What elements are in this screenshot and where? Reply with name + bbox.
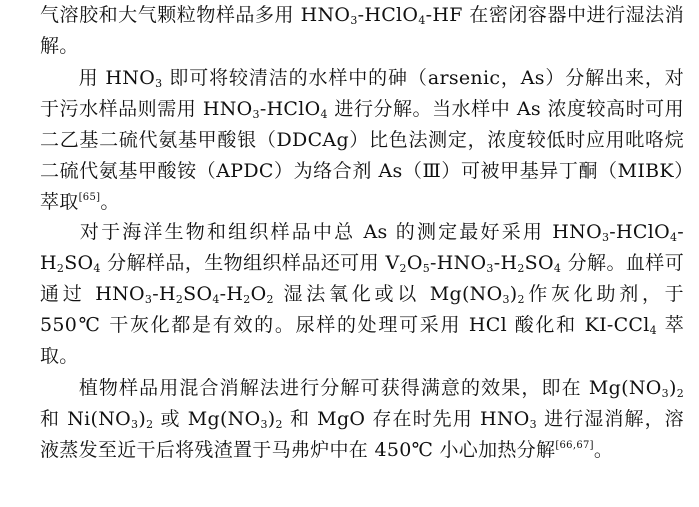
text-run: O xyxy=(406,252,423,274)
subscript: 3 xyxy=(661,387,669,400)
subscript: 4 xyxy=(320,108,328,121)
text-run: SO xyxy=(524,252,554,274)
subscript: 2 xyxy=(243,293,251,306)
text-run: 。 xyxy=(100,191,120,213)
text-run: 进行分解。当水样中 As 浓度较高时可用二乙基二硫代氨基甲酸银（DDCAg）比色法测定，浓度较低时应用吡咯烷二硫代氨基甲酸铵（APDC）为络合剂 As（Ⅲ）可被甲基异丁酮（MIBK）萃取 xyxy=(40,98,684,213)
subscript: 5 xyxy=(422,262,431,275)
text-run: -H xyxy=(152,283,176,305)
text-run: 和 MgO 存在时先用 HNO xyxy=(282,408,530,430)
paragraph-1 xyxy=(40,0,684,62)
text-run: ) xyxy=(668,377,677,399)
subscript: 2 xyxy=(56,262,65,275)
subscript: 3 xyxy=(131,418,139,431)
paragraph-2 xyxy=(40,63,684,218)
citation-superscript: [65] xyxy=(78,192,101,203)
text-run: 进行湿消解，溶液蒸发至近干后将残渣置于马弗炉中在 450℃ 小心加热分解 xyxy=(40,408,684,461)
text-run: O xyxy=(250,283,267,305)
subscript: 2 xyxy=(399,262,407,275)
subscript: 3 xyxy=(155,77,163,90)
text-run: 湿法氧化或以 Mg(NO xyxy=(273,283,503,305)
text-run: ) xyxy=(509,283,518,305)
text-run: ) xyxy=(267,408,276,430)
text-run: 萃取。 xyxy=(40,314,685,367)
subscript: 2 xyxy=(146,418,154,431)
subscript: 2 xyxy=(275,418,283,431)
text-run: SO xyxy=(183,283,213,305)
text-run: 对于海洋生物和组织样品中总 As 的测定最好采用 HNO xyxy=(78,221,602,243)
text-run: 植物样品用混合消解法进行分解可获得满意的效果，即在 Mg(NO xyxy=(78,377,662,399)
subscript: 4 xyxy=(212,293,220,306)
subscript: 3 xyxy=(529,418,537,431)
text-run: -H xyxy=(219,283,244,305)
text-run: 。 xyxy=(593,439,614,461)
text-run: 作灰化助剂，于 550℃ 干灰化都是有效的。尿样的处理可采用 HCl 酸化和 KI-CCl xyxy=(40,283,684,336)
text-run: -HNO xyxy=(430,252,487,274)
text-run: 和 Ni(NO xyxy=(40,408,132,430)
subscript: 2 xyxy=(676,387,684,400)
citation-superscript: [66,67] xyxy=(555,440,594,451)
subscript: 3 xyxy=(144,293,153,306)
text-run: 气溶胶和大气颗粒物样品多用 HNO xyxy=(40,4,351,26)
subscript: 4 xyxy=(93,262,101,275)
text-run: SO xyxy=(64,252,94,274)
text-run: -H xyxy=(493,252,518,274)
subscript: 4 xyxy=(418,14,426,27)
text-run: -HF 在密闭容器中进行湿法消解。 xyxy=(40,4,684,57)
text-run: -HClO xyxy=(609,221,670,243)
subscript: 2 xyxy=(517,293,525,306)
text-run: 即可将较清洁的水样中的砷（arsenic，As）分解出来，对于污水样品则需用 HNO xyxy=(40,67,685,120)
subscript: 3 xyxy=(502,293,510,306)
paragraph-4 xyxy=(40,373,684,466)
subscript: 3 xyxy=(486,262,494,275)
subscript: 3 xyxy=(260,418,268,431)
text-run: 分解。血样可通过 HNO xyxy=(40,252,685,305)
subscript: 3 xyxy=(350,14,358,27)
subscript: 3 xyxy=(252,108,260,121)
subscript: 2 xyxy=(517,262,525,275)
subscript: 4 xyxy=(669,231,678,244)
subscript: 2 xyxy=(266,293,274,306)
text-run: 分解样品，生物组织样品还可用 V xyxy=(100,252,400,274)
subscript: 2 xyxy=(175,293,184,306)
subscript: 4 xyxy=(553,262,562,275)
subscript: 3 xyxy=(601,231,610,244)
text-run: 用 HNO xyxy=(78,67,156,89)
text-run: 或 Mg(NO xyxy=(153,408,261,430)
paragraph-3 xyxy=(40,217,684,372)
subscript: 4 xyxy=(649,324,657,337)
text-run: -HClO xyxy=(259,98,321,120)
text-run: -H xyxy=(40,221,684,274)
text-run: ) xyxy=(138,408,147,430)
text-run: -HClO xyxy=(357,4,419,26)
